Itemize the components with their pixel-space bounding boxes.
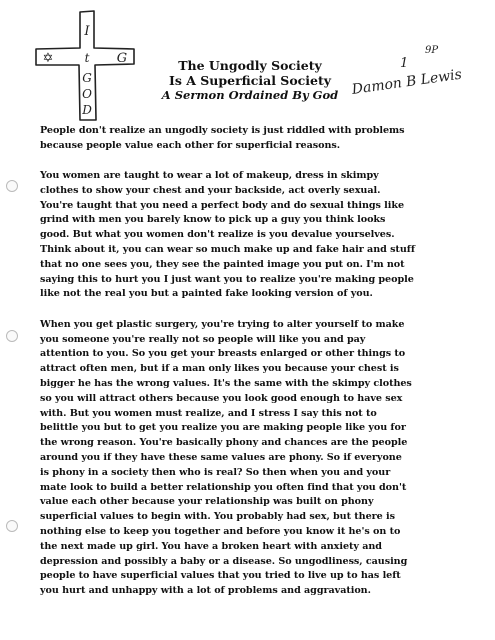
text-line: bigger he has the wrong values. It's the same with the skimpy clothes	[40, 377, 412, 389]
text-line: mate look to build a better relationship you often find that you don't	[40, 481, 407, 493]
sermon-header	[150, 58, 350, 103]
binder-hole	[6, 180, 18, 192]
text-line: around you if they have these same values are phony. So if everyone	[40, 451, 402, 463]
paragraph	[40, 169, 478, 302]
text-line: you someone you're really not so people will like you and pay	[40, 333, 366, 345]
paragraph	[40, 318, 478, 599]
binder-hole	[6, 520, 18, 532]
subtitle: A Sermon Ordained By God	[161, 88, 339, 102]
text-line: attract often men, but if a man only likes you because your chest is	[40, 363, 399, 375]
cross-bottom-letter: O	[82, 87, 92, 101]
text-line: superficial values to begin with. You probably had sex, but there is	[40, 511, 395, 523]
text-line: depression and possibly a baby or a disease. So ungodliness, causing	[40, 555, 408, 567]
text-line: belittle you but to get you realize you are making people like you for	[40, 422, 406, 434]
text-line: grind with men you barely know to pick up a guy you think looks	[40, 214, 386, 226]
hand-drawn-cross-icon	[30, 8, 140, 124]
text-line: good. But what you women don't realize is you devalue yourselves.	[40, 229, 395, 241]
sermon-body	[40, 124, 478, 614]
binder-hole	[6, 330, 18, 342]
cross-right-letter: G	[116, 51, 128, 66]
cross-bottom-letter: G	[82, 71, 92, 85]
handwritten-signature: Damon B Lewis	[350, 66, 463, 98]
text-line: is phony in a society then who is real? So then when you and your	[40, 466, 391, 478]
text-line: you hurt and unhappy with a lot of problems and aggravation.	[40, 585, 371, 597]
title-line-2: Is A Superficial Society	[168, 73, 332, 88]
text-line: You women are taught to wear a lot of makeup, dress in skimpy	[40, 170, 379, 182]
cross-top-letter: I	[84, 24, 90, 39]
text-line: Think about it, you can wear so much make up and fake hair and stuff	[40, 244, 415, 256]
handwritten-page-code: 9P	[425, 45, 439, 56]
text-line: like not the real you but a painted fake looking version of you.	[40, 288, 373, 300]
text-line: nothing else to keep you together and before you know it he's on to	[40, 525, 401, 537]
paragraph	[40, 124, 478, 154]
text-line: so you will attract others because you look good enough to have sex	[40, 392, 403, 404]
text-line: with. But you women must realize, and I stress I say this not to	[40, 407, 377, 419]
text-line: that no one sees you, they see the painted image you put on. I'm not	[40, 258, 405, 270]
text-line: You're taught that you need a perfect body and do sexual things like	[40, 199, 405, 211]
text-line: the next made up girl. You have a broken heart with anxiety and	[40, 540, 382, 552]
title-line-1: The Ungodly Society	[178, 58, 322, 73]
star-of-david-icon: ✡	[42, 51, 54, 66]
cross-center-letter: t	[84, 51, 90, 65]
cross-bottom-letter: D	[82, 103, 92, 117]
text-line: attention to you. So you get your breasts enlarged or other things to	[40, 348, 406, 360]
text-line: because people value each other for superficial reasons.	[40, 139, 341, 151]
text-line: people to have superficial values that you tried to live up to has left	[40, 570, 401, 582]
text-line: clothes to show your chest and your backside, act overly sexual.	[40, 184, 381, 196]
handwritten-page-number: 1	[400, 56, 409, 71]
text-line: When you get plastic surgery, you're trying to alter yourself to make	[40, 318, 405, 330]
text-line: the wrong reason. You're basically phony and chances are the people	[40, 437, 408, 449]
text-line: People don't realize an ungodly society is just riddled with problems	[40, 125, 405, 136]
text-line: value each other because your relationship was built on phony	[40, 496, 374, 508]
text-line: saying this to hurt you I just want you to realize you're making people	[40, 273, 414, 285]
